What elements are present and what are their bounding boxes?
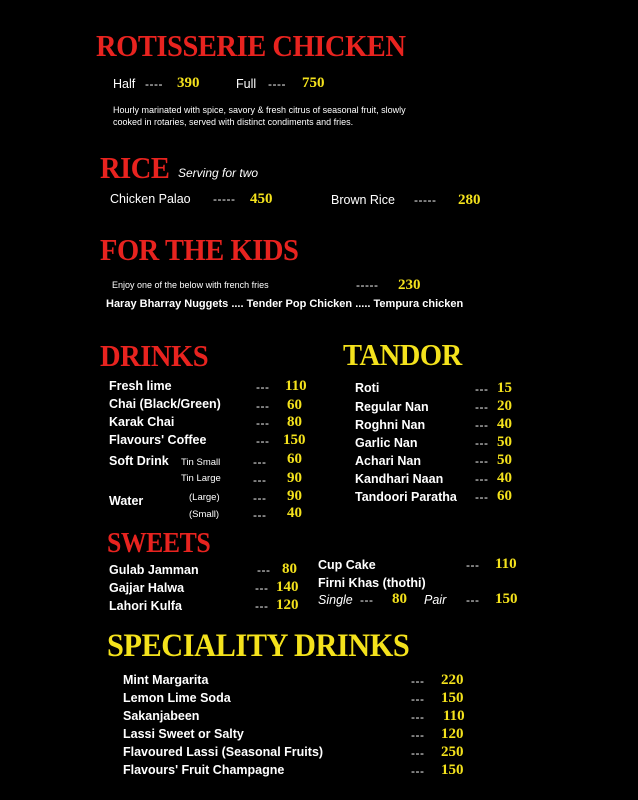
drink-price: 110 (285, 378, 307, 394)
chicken-palao-dash: ----- (213, 192, 236, 206)
firni-single-label: Single (318, 593, 353, 607)
speciality-item-name: Mint Margarita (123, 673, 209, 687)
brown-rice-name: Brown Rice (331, 193, 395, 207)
tandor-item-price: 50 (497, 452, 512, 468)
drink-dash: --- (256, 380, 270, 394)
water-dash: --- (253, 491, 267, 505)
speciality-item-dash: --- (411, 746, 425, 760)
cupcake-price: 110 (495, 556, 517, 572)
drink-name: Fresh lime (109, 379, 172, 393)
speciality-item-name: Flavours' Fruit Champagne (123, 763, 285, 777)
water-price: 90 (287, 488, 302, 504)
rice-title: RICE (100, 150, 170, 185)
speciality-item-dash: --- (411, 692, 425, 706)
speciality-item-name: Sakanjabeen (123, 709, 200, 723)
speciality-item-price: 120 (441, 726, 464, 742)
tandor-item-name: Kandhari Naan (355, 472, 444, 486)
sweet-dash: --- (257, 563, 271, 577)
full-dash: ---- (268, 77, 286, 91)
kids-options: Haray Bharray Nuggets .... Tender Pop Chicken ..... Tempura chicken (106, 298, 464, 310)
tandor-item-dash: --- (475, 436, 489, 450)
tandor-item-price: 60 (497, 488, 512, 504)
soft-drink-price: 90 (287, 470, 302, 486)
speciality-item-dash: --- (411, 710, 425, 724)
kids-desc: Enjoy one of the below with french fries (112, 280, 269, 290)
kids-title: FOR THE KIDS (100, 232, 299, 267)
soft-drink-variant: Tin Large (181, 473, 221, 484)
tandor-item-name: Garlic Nan (355, 436, 418, 450)
tandor-item-dash: --- (475, 382, 489, 396)
tandor-title: TANDOR (343, 337, 462, 372)
sweet-name: Gulab Jamman (109, 563, 199, 577)
rotisserie-desc-line2: cooked in rotaries, served with distinct condiments and fries. (113, 117, 354, 127)
water-variant: (Small) (189, 509, 220, 520)
drink-price: 150 (283, 432, 306, 448)
rice-subtitle: Serving for two (178, 166, 259, 180)
sweets-title: SWEETS (107, 528, 211, 559)
drink-dash: --- (256, 416, 270, 430)
firni-pair-dash: --- (466, 593, 480, 607)
sweet-dash: --- (255, 581, 269, 595)
firni-pair-label: Pair (424, 593, 447, 607)
speciality-item-price: 220 (441, 672, 464, 688)
tandor-item-price: 40 (497, 416, 512, 432)
firni-pair-price: 150 (495, 591, 518, 607)
tandor-item-name: Achari Nan (355, 454, 421, 468)
speciality-item-dash: --- (411, 674, 425, 688)
water-name: Water (109, 494, 144, 508)
speciality-title: SPECIALITY DRINKS (107, 628, 410, 664)
tandor-item-dash: --- (475, 400, 489, 414)
sweet-price: 120 (276, 597, 299, 613)
soft-drink-name: Soft Drink (109, 454, 169, 468)
sweet-price: 140 (276, 579, 299, 595)
rotisserie-title: ROTISSERIE CHICKEN (96, 28, 406, 63)
drink-price: 80 (287, 414, 302, 430)
sweet-price: 80 (282, 561, 297, 577)
tandor-item-name: Roti (355, 381, 380, 395)
cupcake-dash: --- (466, 558, 480, 572)
speciality-item-name: Lassi Sweet or Salty (123, 727, 244, 741)
soft-drink-dash: --- (253, 455, 267, 469)
speciality-item-name: Flavoured Lassi (Seasonal Fruits) (123, 745, 324, 759)
full-price: 750 (302, 75, 325, 91)
drink-dash: --- (256, 399, 270, 413)
tandor-item-dash: --- (475, 418, 489, 432)
rotisserie-desc-line1: Hourly marinated with spice, savory & fresh citrus of seasonal fruit, slowly (113, 105, 406, 115)
firni-single-dash: --- (360, 593, 374, 607)
speciality-item-dash: --- (411, 728, 425, 742)
drink-name: Chai (Black/Green) (109, 397, 221, 411)
chicken-palao-name: Chicken Palao (110, 192, 191, 206)
water-variant: (Large) (189, 492, 220, 503)
tandor-item-name: Tandoori Paratha (355, 490, 457, 504)
brown-rice-dash: ----- (414, 193, 437, 207)
speciality-item-name: Lemon Lime Soda (123, 691, 231, 705)
drink-name: Flavours' Coffee (109, 433, 207, 447)
water-dash: --- (253, 508, 267, 522)
tandor-item-price: 40 (497, 470, 512, 486)
drink-name: Karak Chai (109, 415, 175, 429)
tandor-item-dash: --- (475, 472, 489, 486)
speciality-item-price: 110 (443, 708, 465, 724)
speciality-item-dash: --- (411, 764, 425, 778)
firni-name: Firni Khas (thothi) (318, 576, 426, 590)
tandor-item-price: 20 (497, 398, 512, 414)
speciality-item-price: 250 (441, 744, 464, 760)
soft-drink-price: 60 (287, 451, 302, 467)
tandor-item-price: 15 (497, 380, 512, 396)
half-label: Half (113, 77, 136, 91)
tandor-item-dash: --- (475, 454, 489, 468)
sweet-dash: --- (255, 599, 269, 613)
soft-drink-variant: Tin Small (181, 457, 221, 468)
chicken-palao-price: 450 (250, 191, 273, 207)
drink-price: 60 (287, 397, 302, 413)
speciality-item-price: 150 (441, 762, 464, 778)
water-price: 40 (287, 505, 302, 521)
drink-dash: --- (256, 434, 270, 448)
half-price: 390 (177, 75, 200, 91)
drinks-title: DRINKS (100, 338, 209, 373)
tandor-item-dash: --- (475, 490, 489, 504)
soft-drink-dash: --- (253, 473, 267, 487)
tandor-item-price: 50 (497, 434, 512, 450)
kids-dash: ----- (356, 278, 379, 292)
cupcake-name: Cup Cake (318, 558, 376, 572)
half-dash: ---- (145, 77, 163, 91)
firni-single-price: 80 (392, 591, 407, 607)
sweet-name: Gajjar Halwa (109, 581, 185, 595)
speciality-item-price: 150 (441, 690, 464, 706)
tandor-item-name: Regular Nan (355, 400, 429, 414)
brown-rice-price: 280 (458, 192, 481, 208)
tandor-item-name: Roghni Nan (355, 418, 426, 432)
kids-price: 230 (398, 277, 421, 293)
full-label: Full (236, 77, 257, 91)
sweet-name: Lahori Kulfa (109, 599, 182, 613)
